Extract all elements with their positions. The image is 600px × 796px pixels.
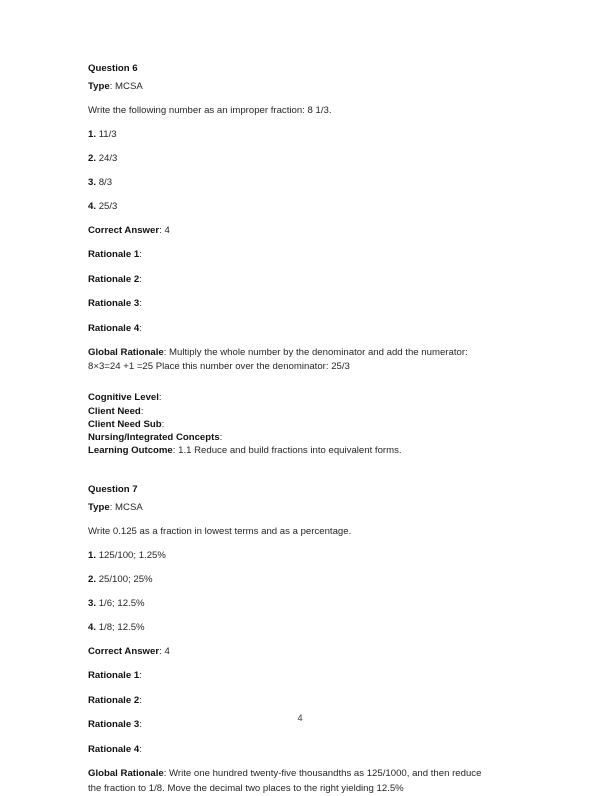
colon-separator: : bbox=[139, 719, 142, 731]
rationale-line bbox=[88, 669, 492, 682]
option-number: 4. bbox=[88, 200, 97, 212]
question-stem: Write 0.125 as a fraction in lowest terms and as a percentage. bbox=[88, 525, 352, 537]
global-rationale-line bbox=[88, 767, 492, 795]
colon-separator: : bbox=[172, 445, 179, 457]
option-text: 24/3 bbox=[98, 152, 118, 164]
option-number: 3. bbox=[88, 597, 97, 609]
option-text: 125/100; 1.25% bbox=[98, 549, 166, 561]
rationale-label: Rationale 1 bbox=[88, 670, 140, 682]
option-text: 11/3 bbox=[98, 128, 117, 140]
metadata-value: 1.1 Reduce and build fractions into equivalent forms. bbox=[178, 445, 402, 457]
question-type-line bbox=[88, 80, 492, 93]
colon-separator: : bbox=[109, 502, 116, 514]
answer-option bbox=[88, 621, 492, 634]
answer-option bbox=[88, 152, 492, 165]
colon-separator: : bbox=[139, 273, 142, 285]
colon-separator: : bbox=[163, 347, 170, 358]
colon-separator: : bbox=[139, 743, 142, 755]
question-type-label: Type bbox=[88, 502, 110, 514]
colon-separator: : bbox=[159, 224, 165, 236]
colon-separator: : bbox=[139, 694, 142, 706]
global-rationale-label: Global Rationale bbox=[88, 347, 164, 358]
correct-answer-label: Correct Answer bbox=[88, 645, 160, 657]
rationale-label: Rationale 3 bbox=[88, 298, 140, 309]
rationale-line bbox=[88, 248, 492, 261]
question-block-6 bbox=[88, 62, 492, 457]
answer-option bbox=[88, 128, 492, 141]
option-number: 2. bbox=[88, 573, 97, 585]
correct-answer-value: 4 bbox=[164, 645, 170, 657]
option-number: 2. bbox=[88, 152, 97, 164]
answer-option bbox=[88, 176, 492, 189]
correct-answer-line bbox=[88, 224, 492, 237]
answer-option bbox=[88, 597, 492, 610]
question-separator bbox=[88, 457, 492, 483]
question-type-value: MCSA bbox=[115, 81, 143, 92]
global-rationale-label: Global Rationale bbox=[88, 768, 164, 780]
rationale-label: Rationale 2 bbox=[88, 273, 140, 285]
correct-answer-value: 4 bbox=[164, 224, 170, 236]
option-text: 25/100; 25% bbox=[98, 573, 153, 585]
option-number: 3. bbox=[88, 176, 97, 188]
colon-separator: : bbox=[139, 670, 142, 682]
metadata-line bbox=[88, 391, 492, 404]
metadata-line bbox=[88, 418, 492, 431]
metadata-label: Cognitive Level bbox=[88, 392, 159, 404]
rationale-label: Rationale 4 bbox=[88, 322, 140, 334]
rationale-line bbox=[88, 322, 492, 335]
option-text: 25/3 bbox=[98, 200, 118, 212]
colon-separator: : bbox=[161, 418, 165, 430]
global-rationale-value: Write one hundred twenty-five thousandths as 125/1000, and then reduce the fraction to 1/8. Move the decimal two places to the right yielding 12.5% bbox=[88, 768, 482, 794]
page-content bbox=[88, 62, 492, 796]
option-number: 1. bbox=[88, 549, 97, 561]
rationale-label: Rationale 3 bbox=[88, 719, 140, 731]
colon-separator: : bbox=[159, 645, 165, 657]
question-heading: Question 7 bbox=[88, 484, 138, 496]
global-rationale-value: Multiply the whole number by the denominator and add the numerator: 8×3=24 +1 =25 Place this number over the denominator: 25/3 bbox=[88, 347, 468, 373]
metadata-line bbox=[88, 431, 492, 444]
question-block-7 bbox=[88, 483, 492, 795]
metadata-line bbox=[88, 405, 492, 418]
rationale-label: Rationale 1 bbox=[88, 249, 140, 260]
answer-option bbox=[88, 200, 492, 213]
question-heading: Question 6 bbox=[88, 63, 138, 74]
question-type-line bbox=[88, 501, 492, 514]
answer-option bbox=[88, 573, 492, 586]
metadata-label: Nursing/Integrated Concepts bbox=[88, 432, 220, 444]
metadata-label: Client Need bbox=[88, 405, 141, 417]
metadata-label: Learning Outcome bbox=[88, 445, 173, 457]
colon-separator: : bbox=[109, 81, 116, 92]
option-text: 8/3 bbox=[98, 176, 113, 188]
colon-separator: : bbox=[139, 249, 142, 260]
colon-separator: : bbox=[163, 768, 170, 780]
page-number: 4 bbox=[297, 713, 303, 723]
option-text: 1/6; 12.5% bbox=[98, 597, 145, 609]
correct-answer-label: Correct Answer bbox=[88, 224, 160, 236]
question-metadata-block bbox=[88, 391, 492, 457]
option-text: 1/8; 12.5% bbox=[98, 621, 145, 633]
rationale-line bbox=[88, 743, 492, 756]
option-number: 1. bbox=[88, 128, 97, 140]
colon-separator: : bbox=[219, 432, 223, 444]
question-type-value: MCSA bbox=[115, 502, 143, 514]
metadata-label: Client Need Sub bbox=[88, 418, 162, 430]
colon-separator: : bbox=[139, 298, 142, 309]
colon-separator: : bbox=[139, 322, 142, 334]
rationale-line bbox=[88, 297, 492, 310]
question-stem: Write the following number as an improper fraction: 8 1/3. bbox=[88, 104, 332, 116]
metadata-line bbox=[88, 444, 492, 457]
correct-answer-line bbox=[88, 645, 492, 658]
rationale-label: Rationale 2 bbox=[88, 694, 140, 706]
option-number: 4. bbox=[88, 621, 97, 633]
rationale-line bbox=[88, 694, 492, 707]
global-rationale-line bbox=[88, 346, 492, 374]
colon-separator: : bbox=[140, 405, 144, 417]
answer-option bbox=[88, 549, 492, 562]
rationale-label: Rationale 4 bbox=[88, 743, 140, 755]
question-type-label: Type bbox=[88, 81, 110, 92]
colon-separator: : bbox=[158, 392, 162, 404]
rationale-line bbox=[88, 273, 492, 286]
